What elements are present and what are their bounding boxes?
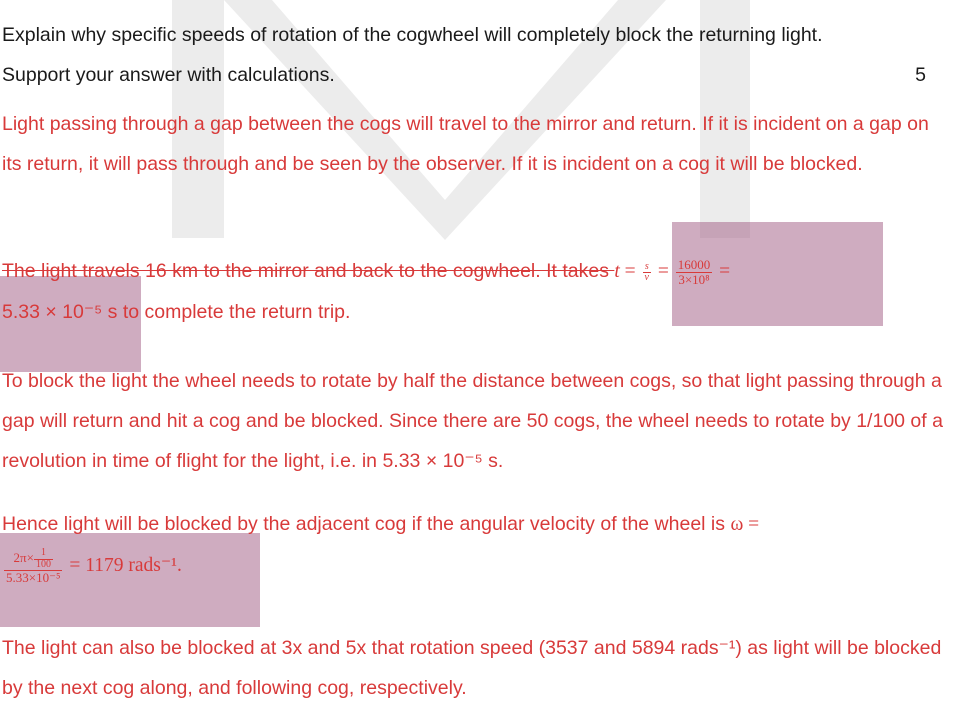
angular-velocity-equation: 2π× $\frac{1}{100}$ 5.33×10⁻⁵ = 1179 rads⁻¹. [6,547,182,586]
question-marks: 5 [915,64,926,86]
answer-paragraph-1: Light passing through a gap between the cogs will travel to the mirror and return. If it is incident on a gap on its return, it will pass through and be seen by the observer. If it is incident on a cog it will be blocked. [2,113,929,175]
answer-text: The light travels 16 km to the mirror and back to the cogwheel. It takes [2,260,615,282]
answer-paragraph-2 [2,251,902,332]
answer-paragraph-5: The light can also be blocked at 3x and 5x that rotation speed (3537 and 5894 rads⁻¹) as light will be blocked by the next cog along, and following cog, respectively. [2,637,942,699]
answer-paragraph-3: To block the light the wheel needs to rotate by half the distance between cogs, so that light passing through a gap will return and hit a cog and be blocked. Since there are 50 cogs, the wheel needs to rotate by 1/100 of a revolution in time of flight for the light, i.e. in 5.33 × 10⁻⁵ s. [2,370,943,472]
time-result: 5.33 × 10⁻⁵ [2,301,103,323]
time-value: 5.33 × 10⁻⁵ [382,450,483,472]
answer-text: To block the light the wheel needs to rotate by half the distance between cogs, so that light passing through a gap will return and hit a cog and be blocked. Since there are 50 cogs, the wheel needs to rotate by 1/100 of a revolution in time of flight for the light, i.e. in [2,370,943,472]
omega-symbol: ω = [730,514,760,535]
answer-text: Hence light will be blocked by the adjacent cog if the angular velocity of the wheel is [2,513,731,535]
answer-paragraph-4 [2,504,944,586]
answer-text: s to complete the return trip. [102,301,351,323]
question-text: Explain why specific speeds of rotation of the cogwheel will completely block the returning light. Support your answer with calculations. [2,24,823,86]
time-variable: t = $\frac{s}{v}$ = $\frac{16000}{\text{3×10⁸}}$ = [614,257,731,288]
